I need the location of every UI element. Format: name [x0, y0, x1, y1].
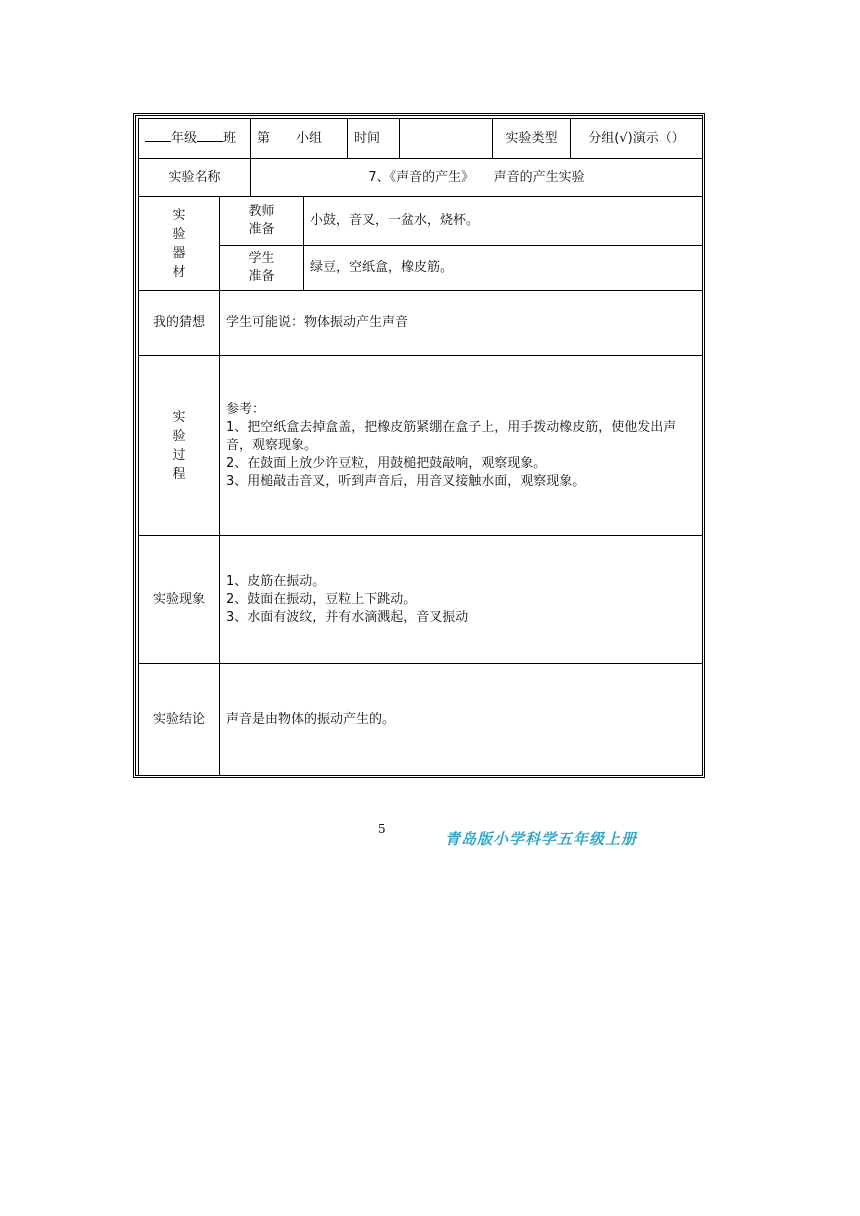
guess-row — [139, 291, 703, 356]
experiment-name-label: 实验名称 — [139, 159, 251, 197]
group-prefix: 第 — [257, 130, 271, 146]
process-label: 实 验 过 程 — [139, 356, 220, 536]
teacher-prep-value: 小鼓，音叉，一盆水，烧杯。 — [304, 197, 703, 246]
header-row — [139, 119, 703, 159]
conclusion-label: 实验结论 — [139, 664, 220, 776]
process-row — [139, 356, 703, 536]
group-suffix: 小组 — [296, 130, 323, 146]
class-label: 班 — [223, 131, 237, 146]
book-title-footer: 青岛版小学科学五年级上册 — [445, 830, 638, 848]
experiment-form-table — [138, 118, 703, 776]
phenomenon-line: 1、皮筋在振动。 — [226, 573, 326, 589]
experiment-type-label: 实验类型 — [493, 119, 571, 159]
experiment-name-value: 7、《声音的产生》 声音的产生实验 — [251, 159, 703, 197]
grade-blank[interactable] — [145, 129, 171, 142]
student-prep-label: 学生 准备 — [220, 246, 304, 291]
group-cell — [251, 119, 348, 159]
page-number: 5 — [378, 822, 386, 836]
process-step: 2、在鼓面上放少许豆粒，用鼓槌把鼓敲响，观察现象。 — [226, 455, 547, 471]
grade-class-cell — [139, 119, 251, 159]
materials-label: 实 验 器 材 — [139, 197, 220, 291]
phenomenon-row — [139, 536, 703, 664]
student-materials-row — [139, 246, 703, 291]
guess-value: 学生可能说：物体振动产生声音 — [220, 291, 703, 356]
teacher-prep-label: 教师 准备 — [220, 197, 304, 246]
time-value[interactable] — [400, 119, 493, 159]
teacher-materials-row — [139, 197, 703, 246]
guess-label: 我的猜想 — [139, 291, 220, 356]
process-line: 参考： — [226, 401, 266, 417]
student-prep-value: 绿豆，空纸盒，橡皮筋。 — [304, 246, 703, 291]
conclusion-row — [139, 664, 703, 776]
phenomenon-label: 实验现象 — [139, 536, 220, 664]
experiment-type-value: 分组(√)演示（） — [571, 119, 703, 159]
process-step: 3、用槌敲击音叉，听到声音后，用音叉接触水面，观察现象。 — [226, 473, 586, 489]
process-step: 1、把空纸盒去掉盒盖，把橡皮筋紧绷在盒子上，用手拨动橡皮筋，使他发出声音，观察现象。 — [226, 419, 677, 453]
phenomenon-content — [220, 536, 703, 664]
phenomenon-line: 3、水面有波纹，并有水滴溅起，音叉振动 — [226, 609, 469, 625]
class-blank[interactable] — [197, 129, 223, 142]
experiment-record-sheet — [133, 113, 705, 778]
time-label: 时间 — [348, 119, 400, 159]
experiment-name-row — [139, 159, 703, 197]
process-content — [220, 356, 703, 536]
phenomenon-line: 2、鼓面在振动，豆粒上下跳动。 — [226, 591, 417, 607]
conclusion-value: 声音是由物体的振动产生的。 — [220, 664, 703, 776]
grade-label: 年级 — [171, 131, 198, 146]
